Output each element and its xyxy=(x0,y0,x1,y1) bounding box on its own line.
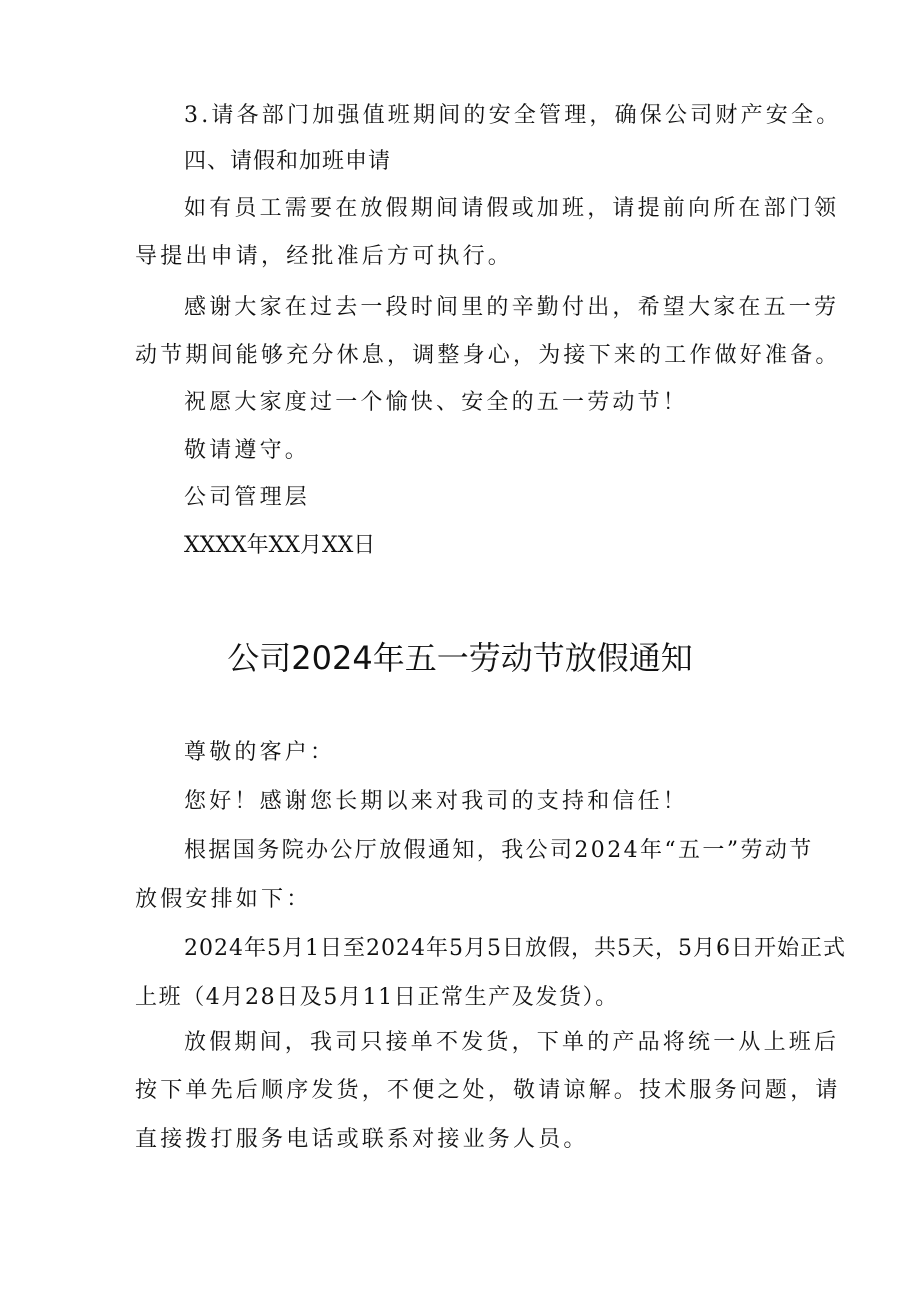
greeting-text: 您好！感谢您长期以来对我司的支持和信任！ xyxy=(184,789,689,814)
closing-text: 敬请遵守。 xyxy=(184,438,311,463)
holiday-paragraph-line-1: 放假期间，我司只接单不发货，下单的产品将统一从上班后 xyxy=(184,1030,840,1055)
item-3-text: 3.请各部门加强值班期间的安全管理，确保公司财产安全。 xyxy=(184,103,842,128)
signature-text: 公司管理层 xyxy=(184,485,311,510)
date-text: XXXX年XX月XX日 xyxy=(184,533,376,558)
salutation-text: 尊敬的客户： xyxy=(184,740,336,765)
basis-paragraph-line-2: 放假安排如下： xyxy=(135,887,312,912)
holiday-paragraph-line-2: 按下单先后顺序发货，不便之处，敬请谅解。技术服务问题，请 xyxy=(135,1078,841,1103)
thanks-paragraph-line-2: 动节期间能够充分休息，调整身心，为接下来的工作做好准备。 xyxy=(135,343,841,368)
thanks-paragraph-line-1: 感谢大家在过去一段时间里的辛勤付出，希望大家在五一劳 xyxy=(184,295,840,320)
leave-paragraph-line-1: 如有员工需要在放假期间请假或加班，请提前向所在部门领 xyxy=(184,196,840,221)
schedule-paragraph-line-2: 上班（4月28日及5月11日正常生产及发货）。 xyxy=(135,985,619,1010)
notice-title: 公司2024年五一劳动节放假通知 xyxy=(227,639,693,677)
leave-paragraph-line-2: 导提出申请，经批准后方可执行。 xyxy=(135,244,514,269)
section-heading-4: 四、请假和加班申请 xyxy=(184,149,392,174)
basis-paragraph-line-1: 根据国务院办公厅放假通知，我公司2024年“五一”劳动节 xyxy=(184,838,814,863)
schedule-paragraph-line-1: 2024年5月1日至2024年5月5日放假，共5天，5月6日开始正式 xyxy=(184,936,846,961)
holiday-paragraph-line-3: 直接拨打服务电话或联系对接业务人员。 xyxy=(135,1127,589,1152)
wish-text: 祝愿大家度过一个愉快、安全的五一劳动节！ xyxy=(184,390,689,415)
